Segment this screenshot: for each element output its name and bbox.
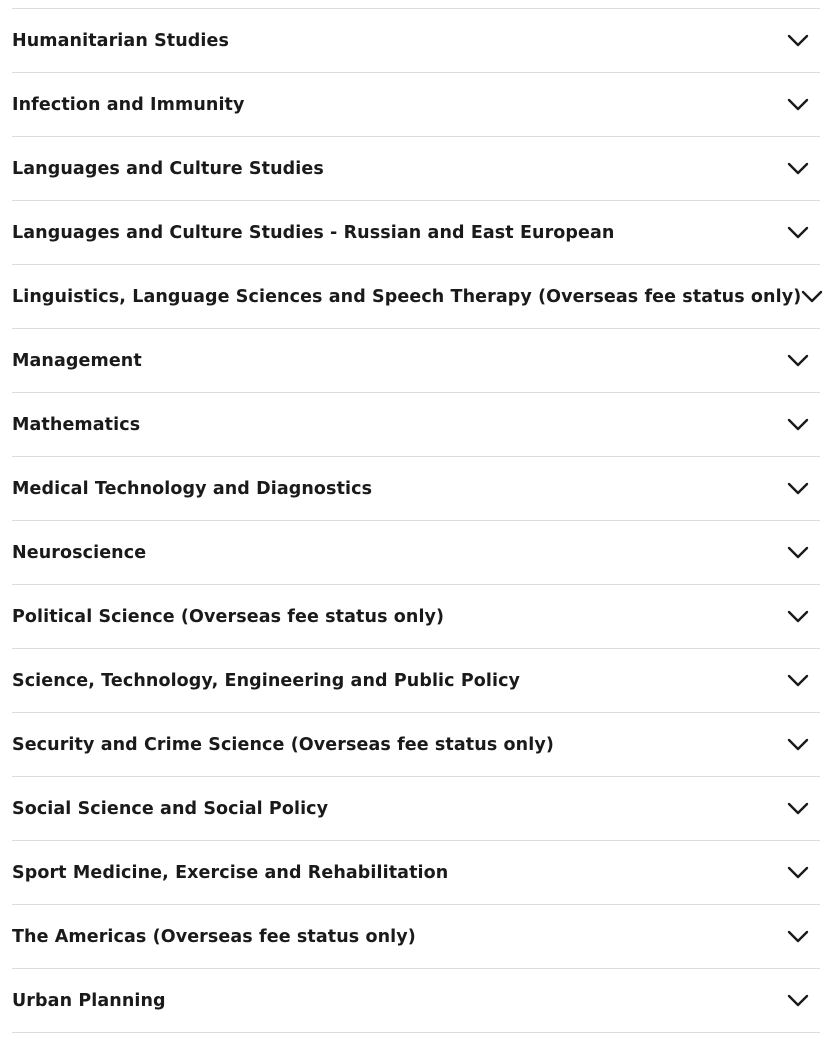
accordion-item-label: Security and Crime Science (Overseas fee status only) xyxy=(12,734,554,755)
accordion-item-steapp[interactable] xyxy=(12,649,820,713)
accordion-item-management[interactable] xyxy=(12,329,820,393)
chevron-down-icon[interactable] xyxy=(786,673,810,689)
accordion-item-label: Mathematics xyxy=(12,414,141,435)
accordion-item-label: Languages and Culture Studies - Russian and East European xyxy=(12,222,615,243)
accordion-item-medical-technology[interactable] xyxy=(12,457,820,521)
accordion-item-security-crime-science[interactable] xyxy=(12,713,820,777)
chevron-down-icon[interactable] xyxy=(786,417,810,433)
accordion-item-political-science[interactable] xyxy=(12,585,820,649)
chevron-down-icon[interactable] xyxy=(786,609,810,625)
chevron-down-icon[interactable] xyxy=(786,929,810,945)
chevron-down-icon[interactable] xyxy=(786,865,810,881)
accordion-item-urban-planning[interactable] xyxy=(12,969,820,1033)
chevron-down-icon[interactable] xyxy=(801,289,823,305)
accordion-item-label: Management xyxy=(12,350,142,371)
chevron-down-icon[interactable] xyxy=(786,97,810,113)
accordion-item-social-science[interactable] xyxy=(12,777,820,841)
accordion-item-label: Sport Medicine, Exercise and Rehabilitation xyxy=(12,862,449,883)
chevron-down-icon[interactable] xyxy=(786,545,810,561)
accordion-item-linguistics[interactable] xyxy=(12,265,820,329)
chevron-down-icon[interactable] xyxy=(786,225,810,241)
accordion-item-label: Infection and Immunity xyxy=(12,94,245,115)
chevron-down-icon[interactable] xyxy=(786,993,810,1009)
accordion-item-label: Political Science (Overseas fee status only) xyxy=(12,606,445,627)
accordion-item-humanitarian-studies[interactable] xyxy=(12,9,820,73)
accordion-item-neuroscience[interactable] xyxy=(12,521,820,585)
chevron-down-icon[interactable] xyxy=(786,353,810,369)
accordion-item-label: Linguistics, Language Sciences and Speech Therapy (Overseas fee status only) xyxy=(12,286,802,307)
accordion-item-languages-and-culture-studies[interactable] xyxy=(12,137,820,201)
accordion-item-label: Medical Technology and Diagnostics xyxy=(12,478,373,499)
accordion-item-label: Humanitarian Studies xyxy=(12,30,230,51)
accordion-item-label: Social Science and Social Policy xyxy=(12,798,329,819)
accordion-item-the-americas[interactable] xyxy=(12,905,820,969)
accordion-item-label: Urban Planning xyxy=(12,990,166,1011)
accordion-item-label: Languages and Culture Studies xyxy=(12,158,324,179)
subject-accordion xyxy=(12,8,820,1033)
accordion-item-mathematics[interactable] xyxy=(12,393,820,457)
accordion-item-languages-russian-east-european[interactable] xyxy=(12,201,820,265)
chevron-down-icon[interactable] xyxy=(786,481,810,497)
accordion-item-label: Neuroscience xyxy=(12,542,147,563)
chevron-down-icon[interactable] xyxy=(786,801,810,817)
accordion-item-label: The Americas (Overseas fee status only) xyxy=(12,926,416,947)
chevron-down-icon[interactable] xyxy=(786,33,810,49)
accordion-item-infection-and-immunity[interactable] xyxy=(12,73,820,137)
accordion-item-sport-medicine[interactable] xyxy=(12,841,820,905)
accordion-item-label: Science, Technology, Engineering and Public Policy xyxy=(12,670,521,691)
chevron-down-icon[interactable] xyxy=(786,737,810,753)
chevron-down-icon[interactable] xyxy=(786,161,810,177)
